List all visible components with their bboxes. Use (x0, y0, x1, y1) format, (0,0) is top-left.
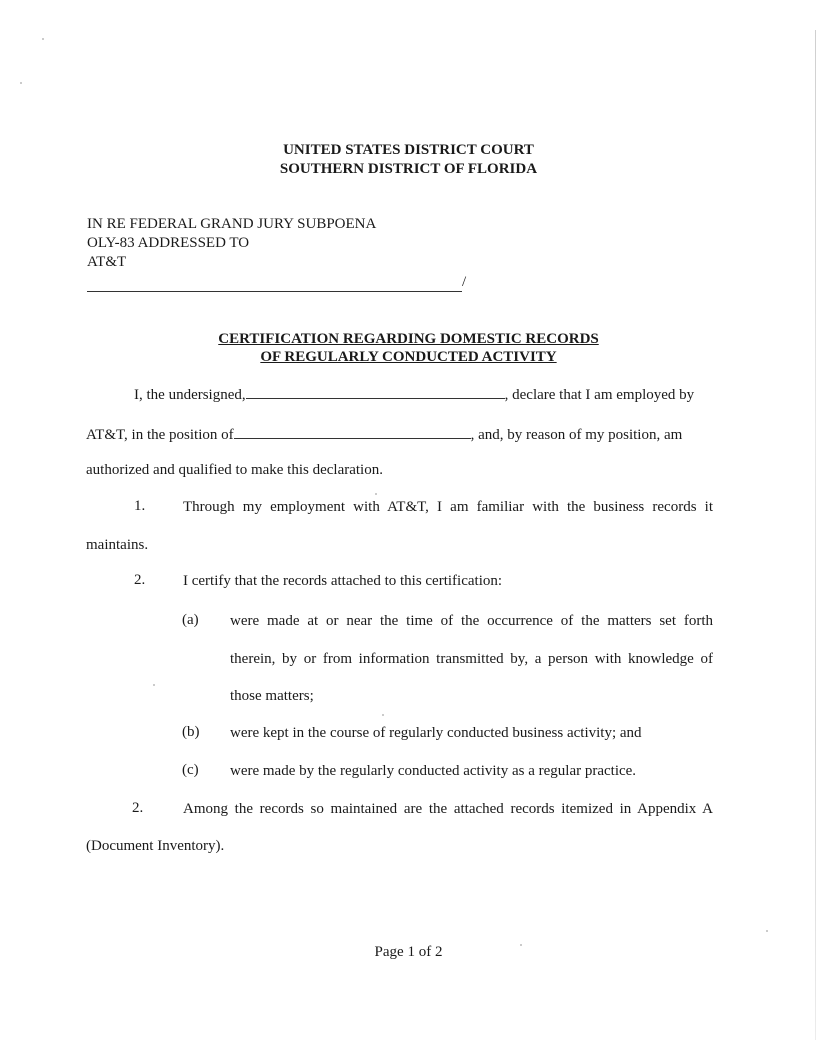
caption-line-2: OLY-83 ADDRESSED TO (87, 235, 250, 251)
paragraph-number: 1. (134, 498, 146, 514)
intro-line-1 (134, 386, 694, 404)
paragraph-2-line-1: I certify that the records attached to this certification: (183, 573, 503, 589)
scan-speck (766, 930, 768, 932)
name-blank-field[interactable] (246, 386, 505, 399)
paragraph-3-line-2: (Document Inventory). (86, 838, 225, 854)
scan-speck (42, 38, 44, 40)
scan-edge-shadow (815, 30, 816, 1040)
intro-text-employed: , declare that I am employed by (504, 387, 695, 403)
subitem-b-line-1: were kept in the course of regularly conducted business activity; and (230, 725, 642, 741)
certification-title-line-1: CERTIFICATION REGARDING DOMESTIC RECORDS (218, 331, 599, 347)
paragraph-3-line-1: Among the records so maintained are the attached records itemized in Appendix A (183, 801, 713, 817)
intro-line-3: authorized and qualified to make this declaration. (86, 462, 383, 478)
paragraph-number: 2. (134, 572, 146, 588)
paragraph-1-line-2: maintains. (86, 537, 149, 553)
court-name: UNITED STATES DISTRICT COURT (283, 142, 534, 158)
scan-speck (153, 684, 155, 686)
certification-title-line-2: OF REGULARLY CONDUCTED ACTIVITY (260, 349, 557, 365)
intro-text-undersigned: I, the undersigned, (134, 387, 246, 403)
page-number: Page 1 of 2 (374, 944, 443, 960)
intro-text-position: AT&T, in the position of (86, 427, 234, 443)
scan-speck (375, 493, 377, 495)
subitem-a-line-3: those matters; (230, 688, 314, 704)
scan-speck (382, 714, 384, 716)
scan-speck (20, 82, 22, 84)
intro-text-reason: , and, by reason of my position, am (470, 427, 683, 443)
caption-line-1: IN RE FEDERAL GRAND JURY SUBPOENA (87, 216, 377, 232)
subitem-c-line-1: were made by the regularly conducted activity as a regular practice. (230, 763, 637, 779)
subitem-label: (b) (182, 724, 200, 740)
intro-line-2 (86, 426, 682, 444)
subitem-label: (a) (182, 612, 199, 628)
subitem-a-line-2: therein, by or from information transmitted by, a person with knowledge of (230, 651, 713, 667)
subitem-label: (c) (182, 762, 199, 778)
position-blank-field[interactable] (234, 426, 471, 439)
paragraph-number: 2. (132, 800, 144, 816)
court-district: SOUTHERN DISTRICT OF FLORIDA (279, 161, 538, 177)
subitem-a-line-1: were made at or near the time of the occurrence of the matters set forth (230, 613, 713, 629)
caption-rule (87, 291, 462, 292)
caption-slash: / (462, 274, 467, 290)
paragraph-1-line-1: Through my employment with AT&T, I am familiar with the business records it (183, 499, 713, 515)
caption-line-3: AT&T (87, 254, 127, 270)
